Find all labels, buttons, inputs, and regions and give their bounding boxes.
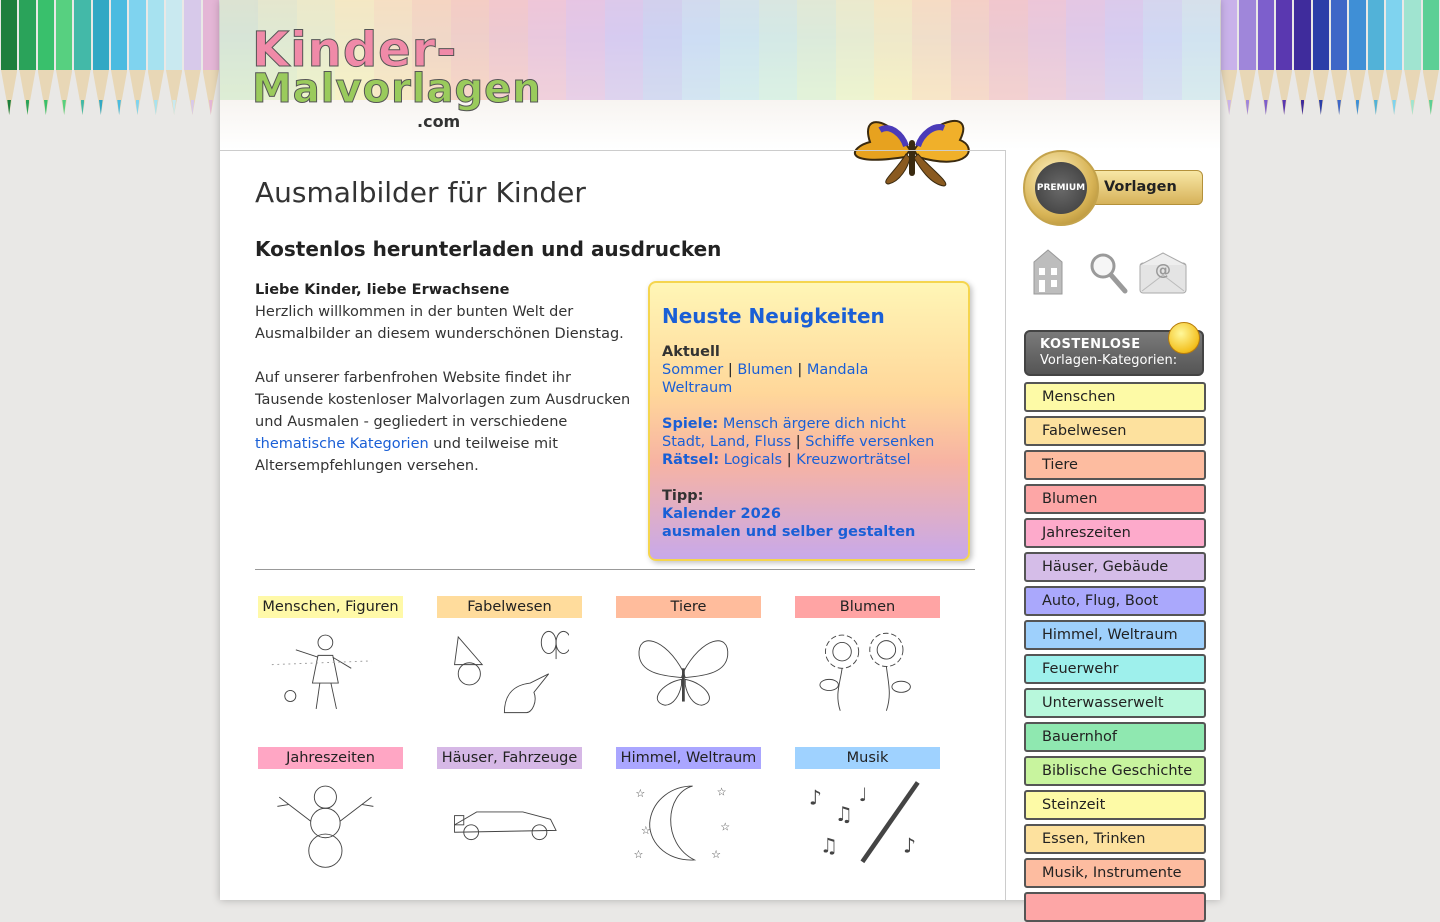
sidebar-category-item[interactable]: Essen, Trinken [1024, 824, 1206, 854]
intro-paragraph-start: Auf unserer farbenfrohen Website findet ihr Tausende kostenloser Malvorlagen zum Ausdrucken und Ausmalen - gegliedert in verschiedene [255, 370, 631, 430]
news-tip-link-design[interactable]: ausmalen und selber gestalten [662, 524, 916, 540]
svg-text:♫: ♫ [819, 833, 839, 858]
pencil-left-11 [202, 0, 220, 130]
news-separator: | [727, 362, 733, 378]
category-tile-label: Tiere [616, 596, 761, 618]
premium-badge: PREMIUM [1035, 162, 1087, 214]
pencil-right-3 [1275, 0, 1293, 130]
news-separator: | [795, 434, 801, 450]
news-title: Neuste Neuigkeiten [662, 304, 885, 328]
news-link-blumen[interactable]: Blumen [737, 362, 793, 378]
pencil-right-6 [1330, 0, 1348, 130]
category-tile[interactable] [258, 747, 403, 887]
header-stripe-16 [836, 0, 874, 100]
news-link-schiffe-versenken[interactable]: Schiffe versenken [805, 434, 935, 450]
pencils-decoration-left [0, 0, 220, 130]
page-subtitle: Kostenlos herunterladen und ausdrucken [255, 237, 722, 261]
greeting: Liebe Kinder, liebe Erwachsene [255, 282, 510, 298]
search-icon[interactable] [1088, 251, 1128, 295]
header-stripe-15 [797, 0, 835, 100]
butterfly-drawing-icon [628, 624, 748, 720]
svg-text:@: @ [1155, 260, 1171, 279]
category-tile[interactable] [437, 596, 582, 736]
pencil-right-2 [1257, 0, 1275, 130]
svg-text:☆: ☆ [716, 785, 727, 799]
logo-line-3: .com [417, 112, 461, 131]
svg-text:♪: ♪ [808, 785, 822, 810]
header-stripe-10 [605, 0, 643, 100]
sidebar-category-item[interactable]: Bauernhof [1024, 722, 1206, 752]
svg-text:☆: ☆ [633, 848, 644, 862]
news-link-logicals[interactable]: Logicals [723, 452, 783, 468]
premium-templates-button[interactable] [1023, 150, 1203, 222]
sidebar-category-item[interactable]: Himmel, Weltraum [1024, 620, 1206, 650]
header-stripe-25 [1182, 0, 1220, 100]
welcome-text: Herzlich willkommen in der bunten Welt der Ausmalbilder an diesem wunderschönen Dienstag. [255, 304, 624, 342]
category-tile-label: Musik [795, 747, 940, 769]
news-link-weltraum[interactable]: Weltraum [662, 380, 733, 396]
header-stripe-12 [682, 0, 720, 100]
header-stripe-20 [989, 0, 1027, 100]
home-icon[interactable] [1030, 248, 1066, 296]
header-stripe-23 [1105, 0, 1143, 100]
pencil-left-10 [183, 0, 201, 130]
main-content [220, 150, 1006, 901]
sidebar-category-item[interactable]: Fabelwesen [1024, 416, 1206, 446]
header-stripe-9 [566, 0, 604, 100]
intro-paragraph-end: und teilweise mit Altersempfehlungen versehen. [255, 436, 558, 474]
news-link-kreuzwortraetsel[interactable]: Kreuzworträtsel [796, 452, 911, 468]
news-link-stadt-land-fluss[interactable]: Stadt, Land, Fluss [662, 434, 792, 450]
moon-stars-drawing-icon [628, 775, 748, 871]
header-stripe-24 [1143, 0, 1181, 100]
music-flute-drawing-icon [807, 775, 927, 871]
sidebar-category-item[interactable]: Auto, Flug, Boot [1024, 586, 1206, 616]
email-icon[interactable] [1138, 251, 1188, 295]
smiley-icon [1168, 322, 1200, 354]
header-stripe-21 [1028, 0, 1066, 100]
logo-line-2: Malvorlagen [252, 66, 542, 112]
category-tile[interactable] [437, 747, 582, 887]
category-tile[interactable] [616, 747, 761, 887]
page-title: Ausmalbilder für Kinder [255, 176, 586, 209]
pencil-right-0 [1220, 0, 1238, 130]
free-categories-title: KOSTENLOSE [1040, 337, 1141, 352]
wizard-unicorn-drawing-icon [449, 624, 569, 720]
flowers-drawing-icon [807, 624, 927, 720]
page-container [220, 0, 1220, 900]
sidebar-category-item[interactable]: Häuser, Gebäude [1024, 552, 1206, 582]
category-tile[interactable] [795, 747, 940, 887]
news-games-label: Spiele: [662, 416, 719, 432]
news-link-mandala[interactable]: Mandala [806, 362, 869, 378]
sidebar-category-item[interactable]: Tiere [1024, 450, 1206, 480]
category-tile-label: Menschen, Figuren [258, 596, 403, 618]
category-tile[interactable] [795, 596, 940, 736]
category-tile-label: Himmel, Weltraum [616, 747, 761, 769]
news-tip-label: Tipp: [662, 488, 704, 504]
categories-link[interactable]: thematische Kategorien [255, 436, 429, 452]
sidebar-category-item[interactable]: Steinzeit [1024, 790, 1206, 820]
pencil-left-3 [55, 0, 73, 130]
free-categories-header [1024, 330, 1204, 376]
pencil-left-7 [128, 0, 146, 130]
sidebar-category-item[interactable]: Jahreszeiten [1024, 518, 1206, 548]
category-tile-label: Fabelwesen [437, 596, 582, 618]
svg-text:☆: ☆ [711, 848, 721, 862]
sidebar-category-item[interactable]: Unterwasserwelt [1024, 688, 1206, 718]
pencil-left-0 [0, 0, 18, 130]
premium-coin-icon [1023, 150, 1099, 226]
pencil-right-7 [1348, 0, 1366, 130]
pencil-left-9 [165, 0, 183, 130]
sidebar-quick-icons [1030, 245, 1200, 300]
news-puzzles-label: Rätsel: [662, 452, 720, 468]
pencil-right-11 [1422, 0, 1440, 130]
svg-text:♪: ♪ [903, 833, 916, 858]
news-separator: | [797, 362, 803, 378]
content-divider [255, 569, 975, 570]
intro-text [255, 279, 640, 477]
news-current-label: Aktuell [662, 344, 720, 360]
sidebar [1020, 150, 1210, 900]
site-header [220, 0, 1220, 150]
snowman-drawing-icon [270, 775, 390, 871]
pencil-left-2 [37, 0, 55, 130]
logo-line-1: Kinder- [252, 22, 458, 78]
news-tip-link-calendar[interactable]: Kalender 2026 [662, 506, 781, 522]
news-separator: | [786, 452, 792, 468]
pencil-right-9 [1385, 0, 1403, 130]
pencil-left-4 [73, 0, 91, 130]
news-box [648, 281, 970, 561]
free-categories-subtitle: Vorlagen-Kategorien: [1040, 353, 1178, 368]
pencil-right-10 [1403, 0, 1421, 130]
sidebar-category-item[interactable] [1024, 892, 1206, 922]
sidebar-category-item[interactable]: Blumen [1024, 484, 1206, 514]
girl-drawing-icon [270, 624, 390, 720]
header-stripe-14 [759, 0, 797, 100]
header-stripe-19 [951, 0, 989, 100]
premium-label: Vorlagen [1104, 179, 1177, 195]
sidebar-category-item[interactable]: Menschen [1024, 382, 1206, 412]
category-tile[interactable] [258, 596, 403, 736]
header-stripe-17 [874, 0, 912, 100]
sidebar-category-item[interactable]: Biblische Geschichte [1024, 756, 1206, 786]
sidebar-category-item[interactable]: Feuerwehr [1024, 654, 1206, 684]
pencil-right-1 [1238, 0, 1256, 130]
category-tile-label: Jahreszeiten [258, 747, 403, 769]
header-stripe-13 [720, 0, 758, 100]
racecar-drawing-icon [449, 775, 569, 871]
category-tile[interactable] [616, 596, 761, 736]
pencil-left-8 [147, 0, 165, 130]
header-stripe-11 [643, 0, 681, 100]
category-tile-label: Blumen [795, 596, 940, 618]
news-link-mensch-aergere[interactable]: Mensch ärgere dich nicht [722, 416, 906, 432]
site-logo[interactable] [252, 22, 542, 134]
news-link-sommer[interactable]: Sommer [662, 362, 724, 378]
header-stripe-18 [912, 0, 950, 100]
svg-text:☆: ☆ [720, 820, 731, 834]
header-stripe-22 [1066, 0, 1104, 100]
category-tile-label: Häuser, Fahrzeuge [437, 747, 582, 769]
svg-text:♩: ♩ [858, 784, 868, 806]
pencil-right-4 [1293, 0, 1311, 130]
pencil-right-8 [1367, 0, 1385, 130]
svg-text:☆: ☆ [640, 824, 651, 838]
svg-text:♫: ♫ [834, 802, 853, 827]
pencil-left-6 [110, 0, 128, 130]
pencils-decoration-right [1220, 0, 1440, 130]
pencil-left-1 [18, 0, 36, 130]
svg-text:☆: ☆ [635, 787, 646, 801]
pencil-left-5 [92, 0, 110, 130]
pencil-right-5 [1312, 0, 1330, 130]
sidebar-category-item[interactable]: Musik, Instrumente [1024, 858, 1206, 888]
